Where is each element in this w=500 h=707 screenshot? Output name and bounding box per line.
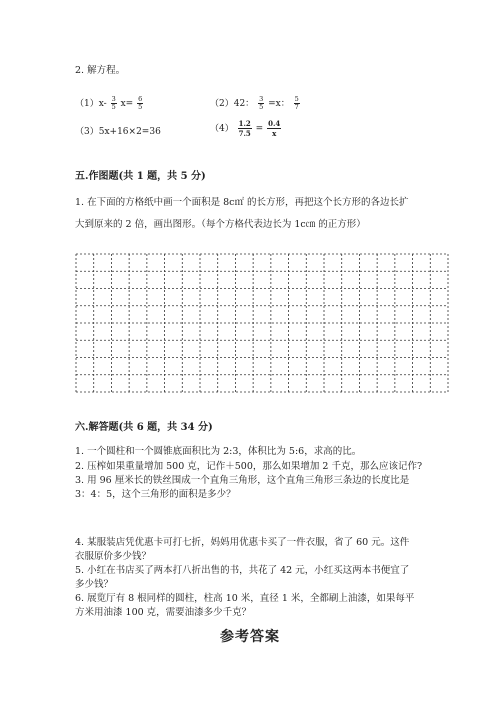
fraction-numerator: 6 — [138, 95, 143, 103]
equation-1-pre: x- — [98, 99, 107, 109]
equation-1-fraction-b — [137, 96, 143, 111]
equation-4-label: （4） — [210, 124, 234, 134]
section-5-question-line-1: 1. 在下面的方格纸中画一个面积是 8c㎡ 的长方形，再把这个长方形的各边长扩 — [75, 197, 409, 208]
section-5-question-line-2: 大到原来的 2 倍，画出图形。（每个方格代表边长为 1c㎝ 的正方形） — [75, 219, 366, 230]
fraction-denominator: 5 — [138, 103, 143, 111]
equation-1 — [75, 96, 144, 111]
equation-1-label: （1） — [75, 99, 99, 109]
equation-2 — [210, 96, 301, 111]
equation-2-pre: 42： — [233, 99, 255, 109]
fraction-denominator: 7.5 — [238, 129, 251, 138]
dotted-grid — [75, 253, 449, 393]
section-6-question-5-line-2: 多少钱？ — [75, 579, 114, 590]
section-6-heading: 六.解答题(共 6 题，共 34 分) — [75, 422, 213, 433]
fraction-numerator: 3 — [111, 95, 116, 103]
fraction-numerator: 1.2 — [238, 119, 251, 128]
section-6-question-1: 1. 一个圆柱和一个圆锥底面积比为 2:3，体积比为 5:6，求高的比。 — [75, 446, 362, 457]
equation-3-label: （3） — [75, 127, 99, 137]
equation-3 — [75, 124, 161, 137]
section-6-question-6-line-2: 方米用油漆 100 克，需要油漆多少千克？ — [75, 607, 252, 618]
equation-3-text: 5x+16×2=36 — [98, 127, 161, 137]
equation-1-fraction-a — [111, 96, 117, 111]
section-5-heading: 五.作图题(共 1 题，共 5 分) — [75, 171, 206, 182]
equation-2-mid: =x： — [268, 99, 290, 109]
answer-title: 参考答案 — [220, 629, 280, 645]
section-6-question-4-line-1: 4. 某服装店凭优惠卡可打七折，妈妈用优惠卡买了一件衣服，省了 60 元。这件 — [75, 537, 410, 548]
equation-2-fraction-a — [258, 96, 264, 111]
section-6-question-3-line-1: 3. 用 96 厘米长的铁丝围成一个直角三角形，这个直角三角形三条边的长度比是 — [75, 475, 410, 486]
fraction-denominator: x — [272, 129, 277, 138]
equation-4-fraction-a — [238, 119, 252, 138]
section-6-question-3-line-2: 3：4：5，这个三角形的面积是多少？ — [75, 489, 236, 500]
section-6-question-2: 2. 压榨如果重量增加 500 克，记作＋500，那么如果增加 2 千克，那么应该记作? — [75, 461, 423, 472]
fraction-numerator: 0.4 — [268, 119, 281, 128]
fraction-denominator: 5 — [111, 103, 116, 111]
fraction-numerator: 3 — [259, 95, 264, 103]
fraction-denominator: 5 — [259, 103, 264, 111]
equation-4-fraction-b — [267, 119, 281, 138]
solve-title: 2. 解方程。 — [75, 65, 126, 76]
section-6-question-5-line-1: 5. 小红在书店买了两本打八折出售的书，共花了 42 元，小红买这两本书便宜了 — [75, 565, 410, 576]
equation-1-mid: x= — [120, 99, 134, 109]
section-6-question-6-line-1: 6. 展览厅有 8 根同样的圆柱，柱高 10 米，直径 1 米，全都刷上油漆，如果每平 — [75, 593, 415, 604]
equation-4-mid: = — [255, 124, 264, 134]
equation-2-fraction-b — [294, 96, 300, 111]
equation-4 — [210, 119, 282, 138]
equation-2-label: （2） — [210, 99, 234, 109]
section-6-question-4-line-2: 衣服原价多少钱？ — [75, 551, 152, 562]
fraction-denominator: 7 — [294, 103, 299, 111]
fraction-numerator: 5 — [294, 95, 299, 103]
